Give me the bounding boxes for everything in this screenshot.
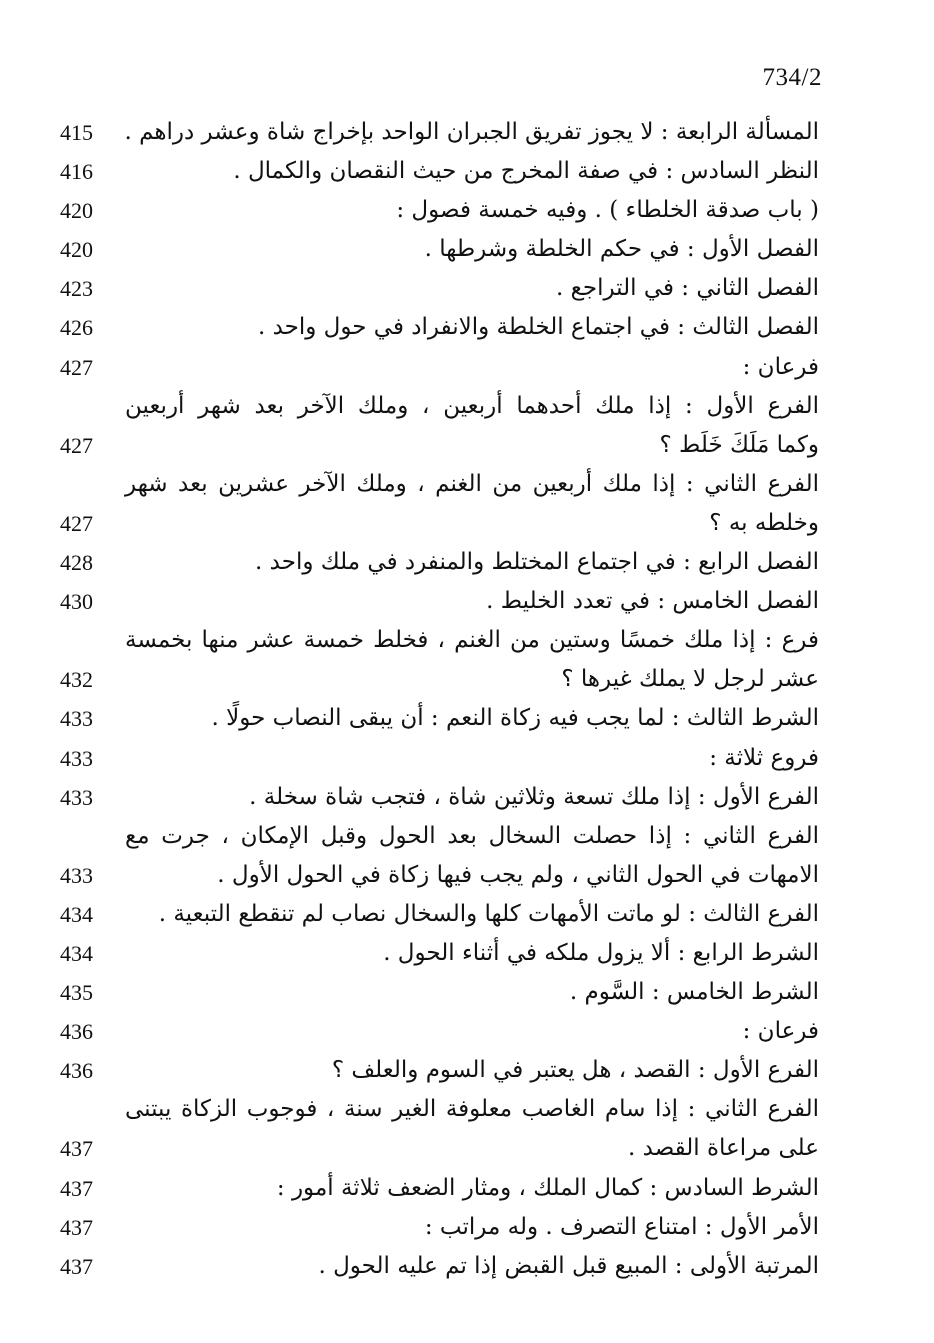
- entry-title: الفرع الأول : إذا ملك أحدهما أربعين ، وملك الآخر بعد شهر أربعين: [125, 392, 819, 419]
- toc-entry: [0, 934, 934, 973]
- toc-line: [0, 113, 934, 152]
- toc-line: [0, 660, 934, 699]
- entry-page-number: 433: [60, 745, 93, 771]
- entry-title: الفصل الخامس : في تعدد الخليط .: [486, 588, 819, 615]
- entry-title: الفصل الأول : في حكم الخلطة وشرطها .: [424, 236, 819, 263]
- toc-line: [0, 1129, 934, 1168]
- toc-line: [0, 699, 934, 738]
- entry-title: فرعان :: [742, 1018, 819, 1045]
- entry-title: على مراعاة القصد .: [628, 1135, 819, 1162]
- entry-title: الشرط الخامس : السَّوم .: [569, 979, 819, 1006]
- toc-entry: [0, 973, 934, 1012]
- toc-entry: [0, 1208, 934, 1247]
- toc-entry: [0, 465, 934, 543]
- toc-line: [0, 973, 934, 1012]
- entry-title: الفصل الرابع : في اجتماع المختلط والمنفرد في ملك واحد .: [255, 549, 819, 576]
- entry-title: النظر السادس : في صفة المخرج من حيث النقصان والكمال .: [233, 158, 819, 185]
- entry-title: وكما مَلَكَ خَلَط ؟: [659, 431, 819, 458]
- toc-entry: [0, 1169, 934, 1208]
- entry-title: الامهات في الحول الثاني ، ولم يجب فيها زكاة في الحول الأول .: [217, 861, 819, 888]
- toc-entry: [0, 230, 934, 269]
- entry-page-number: 423: [60, 276, 93, 302]
- toc-entry: [0, 348, 934, 387]
- toc-entry: [0, 895, 934, 934]
- entry-title: فروع ثلاثة :: [709, 744, 819, 771]
- toc-line: [0, 269, 934, 308]
- toc-line: [0, 1051, 934, 1090]
- entry-title: الفرع الثاني : إذا حصلت السخال بعد الحول وقبل الإمكان ، جرت مع: [125, 822, 819, 849]
- toc-line: [0, 739, 934, 778]
- toc-entry: [0, 699, 934, 738]
- toc-line: [0, 543, 934, 582]
- toc-line: [0, 1208, 934, 1247]
- entry-title: الفرع الأول : إذا ملك تسعة وثلاثين شاة ، فتجب شاة سخلة .: [249, 783, 819, 810]
- toc-entry: [0, 1012, 934, 1051]
- entry-page-number: 433: [60, 706, 93, 732]
- entry-page-number: 416: [60, 159, 93, 185]
- toc-line: [0, 230, 934, 269]
- toc-entry: [0, 191, 934, 230]
- toc-entry: [0, 1090, 934, 1168]
- entry-page-number: 427: [60, 510, 93, 536]
- toc-line: [0, 504, 934, 543]
- toc-line: [0, 856, 934, 895]
- entry-title: الشرط الثالث : لما يجب فيه زكاة النعم : أن يبقى النصاب حولًا .: [211, 705, 819, 732]
- toc-entry: [0, 113, 934, 152]
- entry-page-number: 435: [60, 980, 93, 1006]
- toc-line: [0, 191, 934, 230]
- toc-entry: [0, 739, 934, 778]
- entry-page-number: 415: [60, 120, 93, 145]
- entry-title: فرعان :: [742, 353, 819, 380]
- entry-title: فرع : إذا ملك خمسًا وستين من الغنم ، فخلط خمسة عشر منها بخمسة: [125, 627, 819, 654]
- entry-page-number: 426: [60, 315, 93, 341]
- toc-line: [0, 817, 934, 856]
- toc-line: [0, 895, 934, 934]
- entry-title: وخلطه به ؟: [709, 509, 819, 536]
- toc-entry: [0, 1247, 934, 1286]
- entry-page-number: 436: [60, 1019, 93, 1045]
- entry-title: الفصل الثاني : في التراجع .: [556, 275, 819, 302]
- toc-line: [0, 308, 934, 347]
- entry-page-number: 427: [60, 432, 93, 458]
- entry-title: الفرع الثاني : إذا سام الغاصب معلوفة الغير سنة ، فوجوب الزكاة يبتنى: [125, 1096, 819, 1123]
- toc-entry: [0, 152, 934, 191]
- entry-page-number: 433: [60, 862, 93, 888]
- entry-page-number: 437: [60, 1253, 93, 1279]
- toc-line: [0, 426, 934, 465]
- toc-entry: [0, 1051, 934, 1090]
- entry-page-number: 420: [60, 198, 93, 224]
- entry-title: ( باب صدقة الخلطاء ) . وفيه خمسة فصول :: [396, 197, 819, 224]
- toc-line: [0, 1090, 934, 1129]
- entry-page-number: 427: [60, 354, 93, 380]
- toc-line: [0, 778, 934, 817]
- toc-line: [0, 1012, 934, 1051]
- entry-page-number: 434: [60, 901, 93, 927]
- toc-entry: [0, 778, 934, 817]
- toc-entry: [0, 543, 934, 582]
- toc-entry: [0, 308, 934, 347]
- entry-page-number: 437: [60, 1136, 93, 1162]
- toc-line: [0, 934, 934, 973]
- entry-page-number: 437: [60, 1214, 93, 1240]
- toc-entry: [0, 582, 934, 621]
- entry-title: عشر لرجل لا يملك غيرها ؟: [561, 666, 819, 693]
- entry-title: الفرع الأول : القصد ، هل يعتبر في السوم والعلف ؟: [331, 1057, 819, 1084]
- entry-title: الشرط الرابع : ألا يزول ملكه في أثناء الحول .: [383, 939, 819, 966]
- table-of-contents: [0, 113, 934, 1286]
- entry-page-number: 420: [60, 237, 93, 263]
- toc-line: [0, 387, 934, 426]
- entry-page-number: 437: [60, 1175, 93, 1201]
- entry-title: الفصل الثالث : في اجتماع الخلطة والانفراد في حول واحد .: [257, 314, 819, 341]
- entry-title: المرتبة الأولى : المبيع قبل القبض إذا تم عليه الحول .: [318, 1252, 819, 1279]
- toc-line: [0, 621, 934, 660]
- entry-title: الأمر الأول : امتناع التصرف . وله مراتب :: [424, 1213, 819, 1240]
- toc-line: [0, 582, 934, 621]
- toc-line: [0, 1247, 934, 1286]
- entry-title: الفرع الثالث : لو ماتت الأمهات كلها والسخال نصاب لم تنقطع التبعية .: [158, 900, 819, 927]
- toc-line: [0, 465, 934, 504]
- entry-title: الشرط السادس : كمال الملك ، ومثار الضعف ثلاثة أمور :: [276, 1174, 819, 1201]
- entry-page-number: 428: [60, 550, 93, 576]
- entry-page-number: 436: [60, 1058, 93, 1084]
- entry-page-number: 430: [60, 589, 93, 615]
- entry-page-number: 434: [60, 940, 93, 966]
- entry-title: المسألة الرابعة : لا يجوز تفريق الجبران الواحد بإخراج شاة وعشر دراهم .: [124, 119, 819, 145]
- entry-title: الفرع الثاني : إذا ملك أربعين من الغنم ، وملك الآخر عشرين بعد شهر: [125, 470, 819, 497]
- toc-line: [0, 1169, 934, 1208]
- entry-page-number: 433: [60, 784, 93, 810]
- toc-entry: [0, 817, 934, 895]
- toc-line: [0, 152, 934, 191]
- toc-entry: [0, 621, 934, 699]
- toc-entry: [0, 269, 934, 308]
- entry-page-number: 432: [60, 667, 93, 693]
- toc-line: [0, 348, 934, 387]
- toc-entry: [0, 387, 934, 465]
- page-number: 734/2: [762, 64, 822, 91]
